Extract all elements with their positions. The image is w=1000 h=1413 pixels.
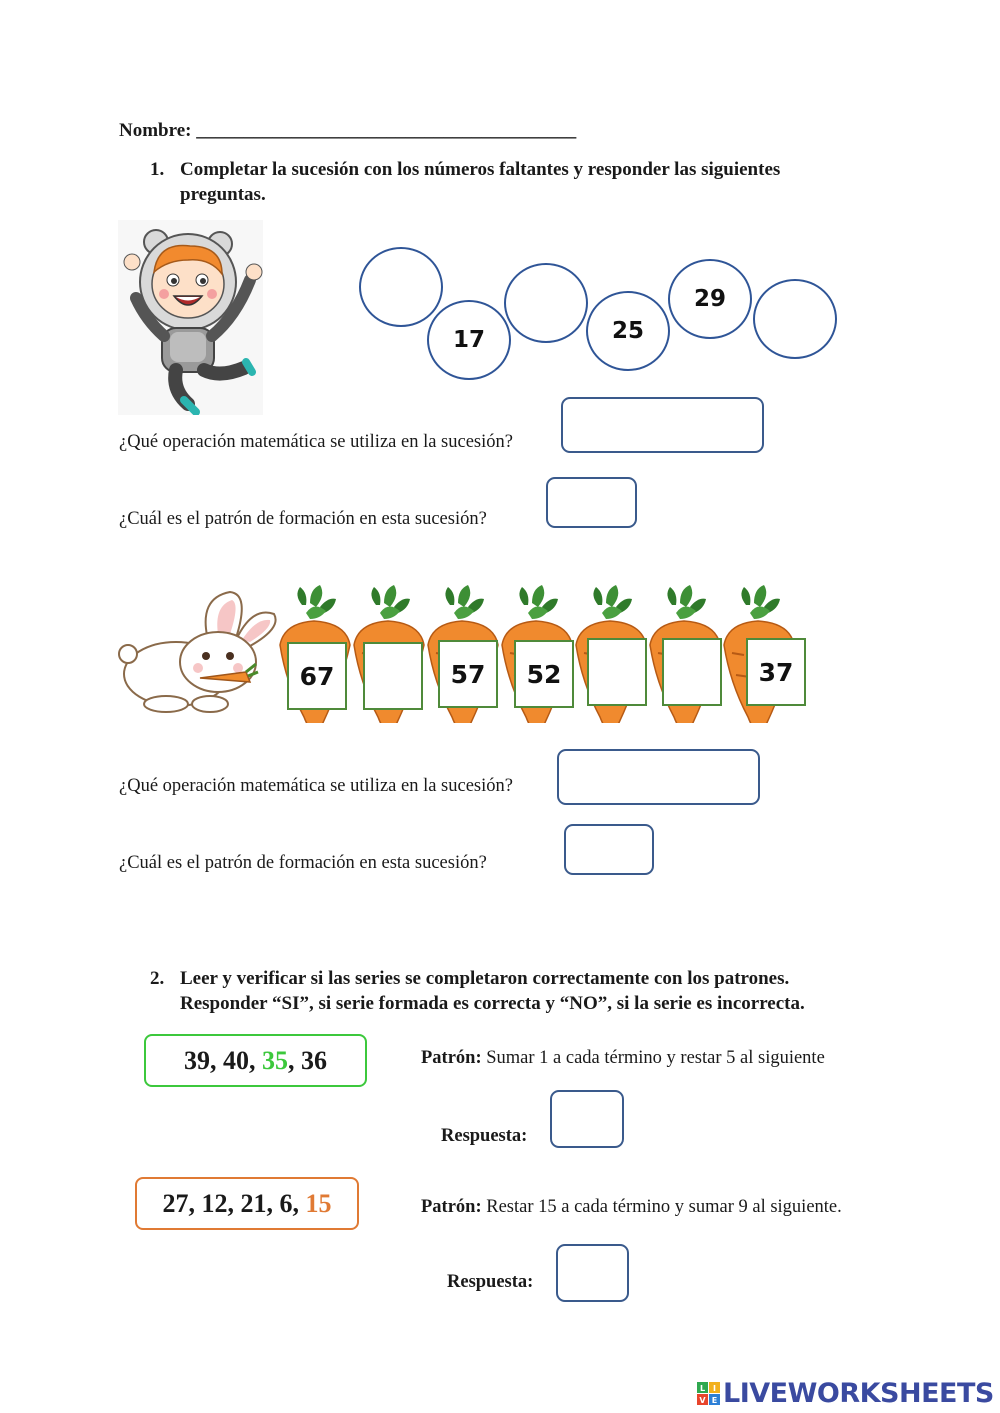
liveworksheets-logo [697,1378,994,1409]
logo-icon-letter-i: I [713,1383,716,1393]
logo-icon-letter-e: E [711,1395,718,1405]
series-1-pattern-label: Patrón: [421,1048,482,1068]
carrot-box-6[interactable] [662,638,722,706]
section2-instruction-line1: Leer y verificar si las series se completaron correctamente con los patrones. [180,968,790,989]
series-2-pattern [421,1197,842,1218]
liveworksheets-logo-icon [697,1382,721,1406]
question-pattern-2: ¿Cuál es el patrón de formación en esta sucesión? [119,853,487,873]
carrot-box-5[interactable] [587,638,647,706]
answer-operation-1-input[interactable] [561,397,764,453]
section2-number: 2. [150,968,165,989]
answer-pattern-1-input[interactable] [546,477,637,528]
carrot-box-4: 52 [514,640,574,708]
series-1-suffix: , 36 [288,1045,327,1075]
series-2-answer-input[interactable] [556,1244,629,1302]
series-1-answer-input[interactable] [550,1090,624,1148]
series-1-box [144,1034,367,1087]
logo-icon-letter-v: V [699,1395,706,1405]
name-label-row [119,120,576,142]
series-1-highlight: 35 [262,1045,288,1075]
series-2-box [135,1177,359,1230]
series-1-answer-label: Respuesta: [441,1126,528,1146]
series-2-prefix: 27, 12, 21, 6, [162,1188,306,1218]
answer-pattern-2-input[interactable] [564,824,654,875]
sequence-circle-6[interactable] [753,279,837,359]
name-label: Nombre: [119,120,192,141]
section1-instruction-line2: preguntas. [180,184,266,205]
sequence-circle-1[interactable] [359,247,443,327]
section1-number: 1. [150,159,165,180]
series-2-pattern-text: Restar 15 a cada término y sumar 9 al siguiente. [481,1197,842,1217]
series-1-pattern [421,1048,825,1069]
series-1-pattern-text: Sumar 1 a cada término y restar 5 al siguiente [481,1048,825,1068]
sequence-circle-4: 25 [586,291,670,371]
carrot-box-7: 37 [746,638,806,706]
name-line: ________________________________________ [196,120,577,141]
answer-operation-2-input[interactable] [557,749,760,805]
bunny-illustration [118,588,280,716]
series-1-prefix: 39, 40, [184,1045,262,1075]
carrot-box-3: 57 [438,640,498,708]
carrot-box-2[interactable] [363,642,423,710]
question-operation-1: ¿Qué operación matemática se utiliza en la sucesión? [119,432,513,452]
liveworksheets-logo-text: LIVEWORKSHEETS [723,1378,994,1409]
astronaut-kid-illustration [118,220,263,415]
sequence-circle-3[interactable] [504,263,588,343]
question-pattern-1: ¿Cuál es el patrón de formación en esta sucesión? [119,509,487,529]
section1-instruction-line1: Completar la sucesión con los números faltantes y responder las siguientes [180,159,781,180]
section2-instruction-line2: Responder “SI”, si serie formada es correcta y “NO”, si la serie es incorrecta. [180,993,805,1014]
series-2-answer-label: Respuesta: [447,1272,534,1292]
question-operation-2: ¿Qué operación matemática se utiliza en la sucesión? [119,776,513,796]
sequence-circle-5: 29 [668,259,752,339]
sequence-circle-2: 17 [427,300,511,380]
series-2-pattern-label: Patrón: [421,1197,482,1217]
carrot-box-1: 67 [287,642,347,710]
series-2-highlight: 15 [305,1188,332,1218]
logo-icon-letter-l: L [699,1383,706,1393]
